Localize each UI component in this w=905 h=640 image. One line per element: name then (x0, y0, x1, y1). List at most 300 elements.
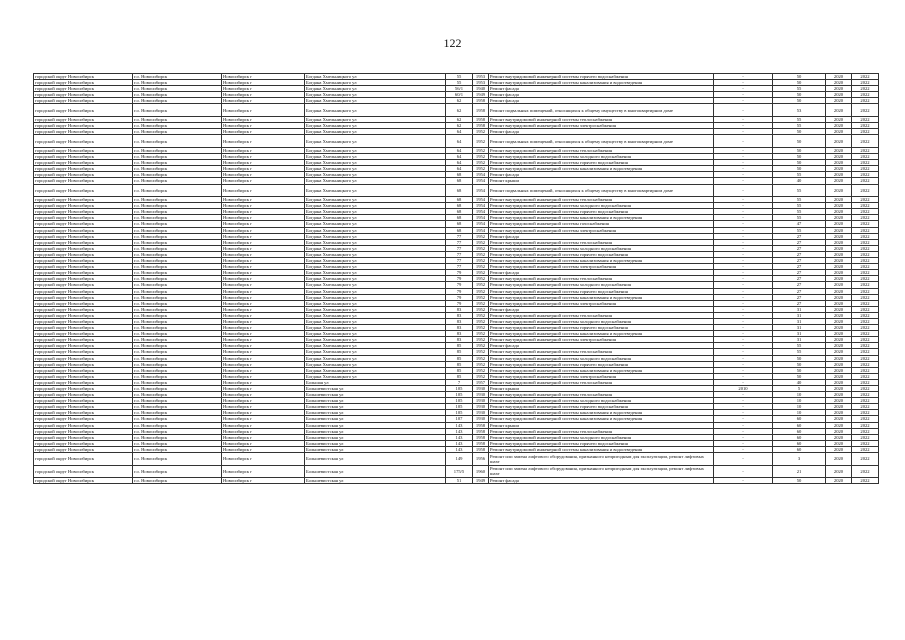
cell-city: Новосибирск г (222, 215, 305, 221)
cell-year: 1952 (473, 325, 489, 331)
cell-start-year: 2020 (826, 440, 852, 446)
cell-okrug: городской округ Новосибирск (34, 74, 133, 80)
cell-extra: - (714, 74, 773, 80)
cell-end-year: 2022 (852, 264, 879, 270)
cell-street: Богдана Хмельницкого ул (305, 239, 446, 245)
cell-end-year: 2022 (852, 233, 879, 239)
cell-extra: - (714, 465, 773, 478)
cell-city: Новосибирск г (222, 227, 305, 233)
cell-street: Богдана Хмельницкого ул (305, 215, 446, 221)
cell-end-year: 2022 (852, 129, 879, 135)
cell-area: 50 (773, 154, 826, 160)
cell-house: 79 (446, 300, 473, 306)
cell-work-type: Ремонт внутридомовой инженерной системы горячего водоснабжения (489, 325, 714, 331)
cell-year: 1952 (473, 300, 489, 306)
cell-street: Богдана Хмельницкого ул (305, 123, 446, 129)
cell-work-type: Ремонт внутридомовой инженерной системы канализования и водоотведения (489, 166, 714, 172)
cell-municipality: г.о. Новосибирск (133, 282, 222, 288)
cell-start-year: 2020 (826, 331, 852, 337)
cell-area: 50 (773, 160, 826, 166)
cell-year: 1952 (473, 318, 489, 324)
cell-area: 50 (773, 361, 826, 367)
cell-extra: - (714, 331, 773, 337)
cell-start-year: 2020 (826, 398, 852, 404)
cell-work-type: Ремонт внутридомовой инженерной системы горячего водоснабжения (489, 440, 714, 446)
cell-house: 83 (446, 312, 473, 318)
cell-house: 143 (446, 440, 473, 446)
cell-okrug: городской округ Новосибирск (34, 166, 133, 172)
cell-extra: - (714, 92, 773, 98)
cell-house: 64 (446, 166, 473, 172)
cell-end-year: 2022 (852, 453, 879, 466)
cell-municipality: г.о. Новосибирск (133, 465, 222, 478)
cell-municipality: г.о. Новосибирск (133, 160, 222, 166)
cell-end-year: 2022 (852, 312, 879, 318)
cell-city: Новосибирск г (222, 129, 305, 135)
cell-house: 62 (446, 123, 473, 129)
cell-end-year: 2022 (852, 184, 879, 197)
cell-okrug: городской округ Новосибирск (34, 258, 133, 264)
cell-end-year: 2022 (852, 300, 879, 306)
cell-okrug: городской округ Новосибирск (34, 123, 133, 129)
cell-work-type: Ремонт фасада (489, 172, 714, 178)
cell-area: 60 (773, 446, 826, 452)
cell-street: Большевистская ул (305, 465, 446, 478)
cell-house: 68 (446, 203, 473, 209)
cell-area: 27 (773, 251, 826, 257)
cell-work-type: Ремонт внутридомовой инженерной системы теплоснабжения (489, 392, 714, 398)
cell-area: 55 (773, 349, 826, 355)
cell-extra: - (714, 104, 773, 117)
cell-start-year: 2020 (826, 300, 852, 306)
cell-street: Богдана Хмельницкого ул (305, 306, 446, 312)
cell-city: Новосибирск г (222, 440, 305, 446)
cell-okrug: городской округ Новосибирск (34, 227, 133, 233)
cell-house: 149 (446, 453, 473, 466)
cell-work-type: Ремонт внутридомовой инженерной системы холодного водоснабжения (489, 318, 714, 324)
cell-city: Новосибирск г (222, 331, 305, 337)
cell-city: Новосибирск г (222, 337, 305, 343)
cell-extra: - (714, 422, 773, 428)
cell-extra: - (714, 129, 773, 135)
cell-okrug: городской округ Новосибирск (34, 318, 133, 324)
cell-city: Новосибирск г (222, 428, 305, 434)
cell-municipality: г.о. Новосибирск (133, 349, 222, 355)
cell-street: Большевистская ул (305, 440, 446, 446)
cell-municipality: г.о. Новосибирск (133, 172, 222, 178)
cell-okrug: городской округ Новосибирск (34, 221, 133, 227)
cell-area: 50 (773, 373, 826, 379)
cell-street: Богдана Хмельницкого ул (305, 276, 446, 282)
cell-house: 83 (446, 331, 473, 337)
cell-house: 62 (446, 104, 473, 117)
cell-end-year: 2022 (852, 239, 879, 245)
cell-extra: - (714, 270, 773, 276)
cell-extra: - (714, 123, 773, 129)
cell-street: Большевистская ул (305, 392, 446, 398)
cell-start-year: 2020 (826, 123, 852, 129)
cell-end-year: 2022 (852, 258, 879, 264)
cell-work-type: Ремонт внутридомовой инженерной системы электроснабжения (489, 227, 714, 233)
cell-street: Богдана Хмельницкого ул (305, 147, 446, 153)
cell-city: Новосибирск г (222, 478, 305, 484)
cell-start-year: 2020 (826, 428, 852, 434)
cell-end-year: 2022 (852, 123, 879, 129)
cell-year: 1952 (473, 276, 489, 282)
cell-year: 1952 (473, 361, 489, 367)
cell-extra: - (714, 172, 773, 178)
cell-municipality: г.о. Новосибирск (133, 209, 222, 215)
cell-street: Большевистская ул (305, 398, 446, 404)
cell-end-year: 2022 (852, 92, 879, 98)
cell-work-type: Ремонт или замена лифтового оборудования, признанного непригодным для эксплуатации, ремонт лифтовых шахт (489, 453, 714, 466)
cell-okrug: городской округ Новосибирск (34, 147, 133, 153)
cell-municipality: г.о. Новосибирск (133, 294, 222, 300)
cell-year: 1954 (473, 215, 489, 221)
cell-okrug: городской округ Новосибирск (34, 251, 133, 257)
page-number: 122 (443, 36, 462, 50)
cell-end-year: 2022 (852, 178, 879, 184)
cell-work-type: Ремонт внутридомовой инженерной системы теплоснабжения (489, 239, 714, 245)
cell-end-year: 2022 (852, 227, 879, 233)
cell-start-year: 2020 (826, 209, 852, 215)
cell-house: 55 (446, 74, 473, 80)
cell-house: 56/1 (446, 86, 473, 92)
cell-municipality: г.о. Новосибирск (133, 251, 222, 257)
cell-street: Богдана Хмельницкого ул (305, 258, 446, 264)
cell-house: 143 (446, 434, 473, 440)
table-row (34, 453, 879, 466)
cell-extra: - (714, 209, 773, 215)
cell-municipality: г.о. Новосибирск (133, 392, 222, 398)
cell-city: Новосибирск г (222, 178, 305, 184)
cell-okrug: городской округ Новосибирск (34, 245, 133, 251)
cell-extra: - (714, 294, 773, 300)
cell-city: Новосибирск г (222, 410, 305, 416)
cell-extra: - (714, 264, 773, 270)
cell-area: 27 (773, 245, 826, 251)
cell-year: 1952 (473, 270, 489, 276)
cell-year: 1930 (473, 386, 489, 392)
cell-end-year: 2022 (852, 325, 879, 331)
table-row (34, 478, 879, 484)
cell-end-year: 2022 (852, 386, 879, 392)
cell-house: 105 (446, 386, 473, 392)
cell-city: Новосибирск г (222, 422, 305, 428)
cell-street: Богдана Хмельницкого ул (305, 312, 446, 318)
cell-city: Новосибирск г (222, 392, 305, 398)
cell-street: Богдана Хмельницкого ул (305, 166, 446, 172)
cell-city: Новосибирск г (222, 294, 305, 300)
cell-work-type: Ремонт фасада (489, 306, 714, 312)
cell-okrug: городской округ Новосибирск (34, 270, 133, 276)
cell-house: 77 (446, 264, 473, 270)
cell-year: 1952 (473, 331, 489, 337)
cell-okrug: городской округ Новосибирск (34, 288, 133, 294)
cell-year: 1953 (473, 80, 489, 86)
cell-okrug: городской округ Новосибирск (34, 98, 133, 104)
cell-city: Новосибирск г (222, 123, 305, 129)
cell-end-year: 2022 (852, 349, 879, 355)
cell-extra: - (714, 318, 773, 324)
cell-work-type: Ремонт фасада (489, 129, 714, 135)
cell-end-year: 2022 (852, 197, 879, 203)
cell-work-type: Ремонт крыши (489, 386, 714, 392)
cell-start-year: 2020 (826, 160, 852, 166)
cell-municipality: г.о. Новосибирск (133, 367, 222, 373)
cell-work-type: Ремонт внутридомовой инженерной системы канализования и водоотведения (489, 367, 714, 373)
cell-municipality: г.о. Новосибирск (133, 331, 222, 337)
cell-end-year: 2022 (852, 166, 879, 172)
cell-okrug: городской округ Новосибирск (34, 104, 133, 117)
cell-work-type: Ремонт внутридомовой инженерной системы электроснабжения (489, 300, 714, 306)
cell-area: 27 (773, 276, 826, 282)
cell-end-year: 2022 (852, 74, 879, 80)
cell-okrug: городской округ Новосибирск (34, 440, 133, 446)
cell-house: 77 (446, 233, 473, 239)
cell-okrug: городской округ Новосибирск (34, 197, 133, 203)
cell-end-year: 2022 (852, 86, 879, 92)
cell-area: 50 (773, 355, 826, 361)
cell-end-year: 2022 (852, 398, 879, 404)
cell-start-year: 2020 (826, 197, 852, 203)
cell-okrug: городской округ Новосибирск (34, 294, 133, 300)
cell-street: Большевистская ул (305, 386, 446, 392)
cell-city: Новосибирск г (222, 197, 305, 203)
cell-start-year: 2020 (826, 373, 852, 379)
cell-city: Новосибирск г (222, 465, 305, 478)
cell-work-type: Ремонт фасада (489, 92, 714, 98)
cell-start-year: 2020 (826, 325, 852, 331)
cell-year: 1952 (473, 282, 489, 288)
cell-municipality: г.о. Новосибирск (133, 312, 222, 318)
cell-municipality: г.о. Новосибирск (133, 416, 222, 422)
cell-year: 1949 (473, 92, 489, 98)
cell-house: 64 (446, 135, 473, 148)
cell-house: 77 (446, 245, 473, 251)
cell-street: Богдана Хмельницкого ул (305, 221, 446, 227)
cell-city: Новосибирск г (222, 306, 305, 312)
cell-house: 85 (446, 361, 473, 367)
cell-area: 60 (773, 422, 826, 428)
cell-extra: - (714, 361, 773, 367)
cell-area: 27 (773, 233, 826, 239)
cell-work-type: Ремонт внутридомовой инженерной системы горячего водоснабжения (489, 404, 714, 410)
cell-municipality: г.о. Новосибирск (133, 92, 222, 98)
cell-end-year: 2022 (852, 294, 879, 300)
cell-municipality: г.о. Новосибирск (133, 422, 222, 428)
cell-extra: - (714, 355, 773, 361)
cell-start-year: 2020 (826, 404, 852, 410)
cell-work-type: Ремонт фасада (489, 86, 714, 92)
cell-municipality: г.о. Новосибирск (133, 373, 222, 379)
cell-start-year: 2020 (826, 251, 852, 257)
cell-work-type: Ремонт внутридомовой инженерной системы канализования и водоотведения (489, 410, 714, 416)
cell-okrug: городской округ Новосибирск (34, 86, 133, 92)
cell-city: Новосибирск г (222, 379, 305, 385)
cell-municipality: г.о. Новосибирск (133, 123, 222, 129)
cell-area: 31 (773, 306, 826, 312)
cell-house: 83 (446, 306, 473, 312)
cell-work-type: Ремонт внутридомовой инженерной системы канализования и водоотведения (489, 80, 714, 86)
cell-street: Богдана Хмельницкого ул (305, 288, 446, 294)
cell-work-type: Ремонт внутридомовой инженерной системы канализования и водоотведения (489, 294, 714, 300)
cell-work-type: Ремонт внутридомовой инженерной системы горячего водоснабжения (489, 160, 714, 166)
table-row (34, 135, 879, 148)
cell-municipality: г.о. Новосибирск (133, 233, 222, 239)
cell-city: Новосибирск г (222, 434, 305, 440)
cell-street: Большевистская ул (305, 428, 446, 434)
capital-repair-table (33, 73, 879, 484)
cell-extra: - (714, 227, 773, 233)
cell-end-year: 2022 (852, 428, 879, 434)
cell-area: 55 (773, 172, 826, 178)
cell-start-year: 2020 (826, 258, 852, 264)
cell-work-type: Ремонт фасада (489, 343, 714, 349)
cell-house: 64 (446, 129, 473, 135)
cell-year: 1954 (473, 209, 489, 215)
cell-house: 143 (446, 422, 473, 428)
cell-start-year: 2020 (826, 379, 852, 385)
cell-city: Новосибирск г (222, 239, 305, 245)
cell-street: Богдана Хмельницкого ул (305, 361, 446, 367)
cell-house: 79 (446, 294, 473, 300)
cell-okrug: городской округ Новосибирск (34, 154, 133, 160)
cell-house: 68 (446, 215, 473, 221)
cell-end-year: 2022 (852, 276, 879, 282)
cell-city: Новосибирск г (222, 203, 305, 209)
cell-end-year: 2022 (852, 440, 879, 446)
cell-municipality: г.о. Новосибирск (133, 434, 222, 440)
cell-municipality: г.о. Новосибирск (133, 239, 222, 245)
cell-extra: - (714, 282, 773, 288)
cell-area: 50 (773, 478, 826, 484)
cell-area: 60 (773, 428, 826, 434)
cell-start-year: 2020 (826, 166, 852, 172)
cell-end-year: 2022 (852, 410, 879, 416)
cell-extra: - (714, 306, 773, 312)
cell-work-type: Ремонт внутридомовой инженерной системы холодного водоснабжения (489, 203, 714, 209)
cell-start-year: 2020 (826, 135, 852, 148)
cell-okrug: городской округ Новосибирск (34, 178, 133, 184)
cell-street: Богдана Хмельницкого ул (305, 86, 446, 92)
cell-work-type: Ремонт внутридомовой инженерной системы горячего водоснабжения (489, 251, 714, 257)
cell-area: 5 (773, 386, 826, 392)
cell-house: 85 (446, 343, 473, 349)
cell-area: 60 (773, 434, 826, 440)
cell-municipality: г.о. Новосибирск (133, 203, 222, 209)
cell-house: 77 (446, 258, 473, 264)
cell-city: Новосибирск г (222, 282, 305, 288)
cell-street: Богдана Хмельницкого ул (305, 184, 446, 197)
cell-start-year: 2020 (826, 245, 852, 251)
cell-area: 50 (773, 98, 826, 104)
cell-municipality: г.о. Новосибирск (133, 386, 222, 392)
table-body (34, 74, 879, 484)
cell-house: 85 (446, 355, 473, 361)
cell-house: 62 (446, 98, 473, 104)
cell-work-type: Ремонт внутридомовой инженерной системы теплоснабжения (489, 349, 714, 355)
cell-street: Большевистская ул (305, 434, 446, 440)
cell-end-year: 2022 (852, 337, 879, 343)
cell-work-type: Ремонт внутридомовой инженерной системы канализования и водоотведения (489, 331, 714, 337)
cell-year: 1952 (473, 306, 489, 312)
cell-work-type: Ремонт фасада (489, 270, 714, 276)
cell-year: 1952 (473, 367, 489, 373)
cell-street: Богдана Хмельницкого ул (305, 343, 446, 349)
cell-work-type: Ремонт внутридомовой инженерной системы теплоснабжения (489, 379, 714, 385)
cell-municipality: г.о. Новосибирск (133, 300, 222, 306)
cell-house: 143 (446, 428, 473, 434)
cell-street: Богдана Хмельницкого ул (305, 92, 446, 98)
cell-work-type: Ремонт внутридомовой инженерной системы газоснабжения (489, 221, 714, 227)
cell-city: Новосибирск г (222, 367, 305, 373)
cell-street: Богдана Хмельницкого ул (305, 135, 446, 148)
cell-work-type: Ремонт или замена лифтового оборудования, признанного непригодным для эксплуатации, ремонт лифтовых шахт (489, 465, 714, 478)
cell-municipality: г.о. Новосибирск (133, 184, 222, 197)
cell-house: 64 (446, 154, 473, 160)
cell-end-year: 2022 (852, 98, 879, 104)
cell-street: Богдана Хмельницкого ул (305, 74, 446, 80)
cell-end-year: 2022 (852, 160, 879, 166)
cell-street: Богдана Хмельницкого ул (305, 245, 446, 251)
cell-year: 1954 (473, 227, 489, 233)
cell-extra: - (714, 251, 773, 257)
cell-extra: - (714, 337, 773, 343)
cell-start-year: 2020 (826, 410, 852, 416)
cell-end-year: 2022 (852, 465, 879, 478)
cell-extra: - (714, 434, 773, 440)
cell-municipality: г.о. Новосибирск (133, 478, 222, 484)
cell-okrug: городской округ Новосибирск (34, 92, 133, 98)
cell-house: 107 (446, 416, 473, 422)
cell-year: 1952 (473, 251, 489, 257)
cell-extra: - (714, 453, 773, 466)
cell-street: Большевистская ул (305, 453, 446, 466)
cell-city: Новосибирск г (222, 160, 305, 166)
cell-municipality: г.о. Новосибирск (133, 288, 222, 294)
cell-okrug: городской округ Новосибирск (34, 343, 133, 349)
cell-street: Большевистская ул (305, 422, 446, 428)
cell-city: Новосибирск г (222, 318, 305, 324)
cell-start-year: 2020 (826, 355, 852, 361)
cell-extra: - (714, 373, 773, 379)
cell-area: 10 (773, 398, 826, 404)
cell-area: 53 (773, 104, 826, 117)
cell-extra: - (714, 288, 773, 294)
cell-start-year: 2020 (826, 92, 852, 98)
cell-area: 50 (773, 92, 826, 98)
cell-municipality: г.о. Новосибирск (133, 166, 222, 172)
cell-start-year: 2020 (826, 215, 852, 221)
cell-house: 51 (446, 478, 473, 484)
cell-okrug: городской округ Новосибирск (34, 434, 133, 440)
cell-street: Богдана Хмельницкого ул (305, 373, 446, 379)
cell-area: 50 (773, 147, 826, 153)
cell-extra: - (714, 197, 773, 203)
cell-street: Богдана Хмельницкого ул (305, 154, 446, 160)
cell-year: 1952 (473, 264, 489, 270)
cell-extra: - (714, 117, 773, 123)
cell-extra: - (714, 300, 773, 306)
cell-start-year: 2020 (826, 104, 852, 117)
cell-municipality: г.о. Новосибирск (133, 325, 222, 331)
cell-municipality: г.о. Новосибирск (133, 404, 222, 410)
cell-city: Новосибирск г (222, 221, 305, 227)
cell-street: Богдана Хмельницкого ул (305, 98, 446, 104)
cell-street: Большевистская ул (305, 410, 446, 416)
cell-end-year: 2022 (852, 404, 879, 410)
